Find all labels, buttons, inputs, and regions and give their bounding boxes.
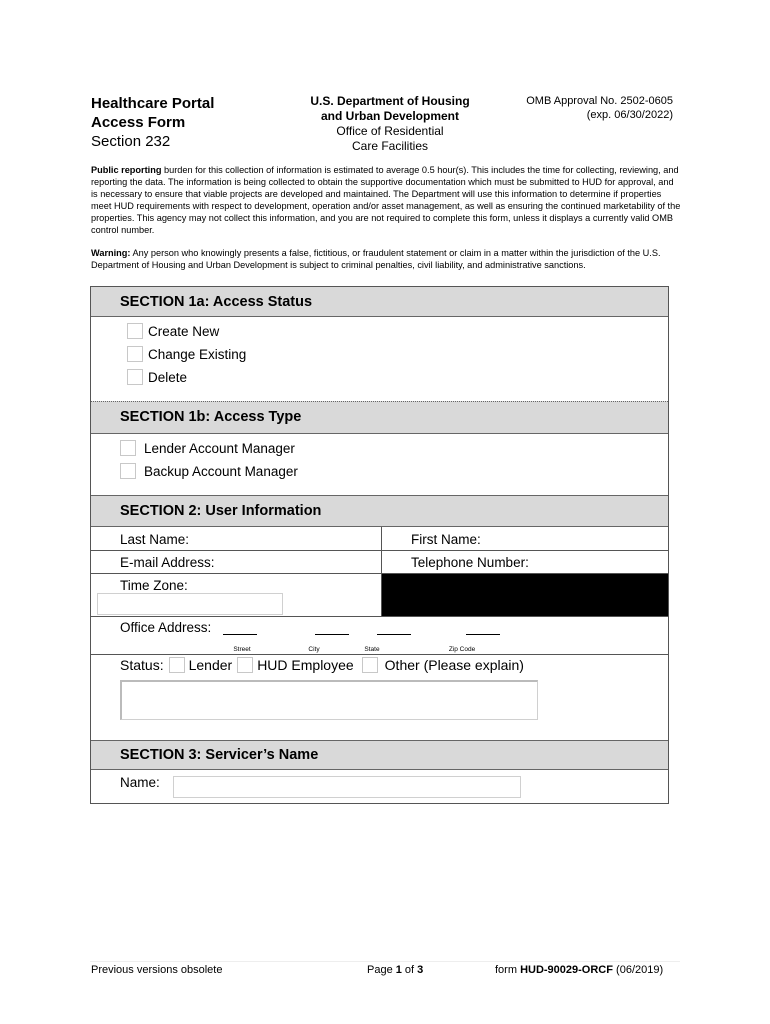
change-existing-label: Change Existing: [148, 346, 247, 362]
email-label: E-mail Address:: [120, 555, 215, 570]
office-name-line2: Care Facilities: [351, 139, 429, 153]
page-prefix: Page: [367, 964, 396, 976]
section-3-header: SECTION 3: Servicer’s Name: [91, 740, 668, 770]
option-delete[interactable]: [127, 369, 187, 385]
form-title-line2: Access Form: [91, 114, 186, 131]
omb-expiration: (exp. 06/30/2022): [586, 109, 673, 121]
public-reporting-label: Public reporting: [91, 165, 162, 175]
page-of: of: [401, 964, 418, 976]
delete-label: Delete: [148, 369, 188, 385]
form-section-number: Section 232: [91, 133, 171, 150]
form-prefix: form: [495, 964, 521, 976]
form-id: HUD-90029-ORCF: [520, 964, 613, 976]
change-existing-checkbox[interactable]: [127, 346, 143, 362]
page-current: 1: [395, 964, 402, 976]
state-caption: State: [364, 646, 380, 653]
section-2-header: SECTION 2: User Information: [91, 495, 668, 527]
status-explain-textarea[interactable]: [120, 680, 538, 720]
telephone-label: Telephone Number:: [411, 555, 529, 570]
form-title-block: [91, 94, 271, 151]
time-zone-label: Time Zone:: [120, 578, 188, 593]
option-create-new[interactable]: [127, 323, 219, 339]
status-label: Status:: [120, 657, 164, 673]
form-title-line1: Healthcare Portal: [91, 95, 215, 112]
delete-checkbox[interactable]: [127, 369, 143, 385]
row-divider: [91, 654, 668, 655]
city-caption: City: [308, 646, 320, 653]
omb-approval-block: [500, 94, 673, 122]
backup-account-manager-label: Backup Account Manager: [144, 463, 298, 479]
status-hud-employee-label: HUD Employee: [257, 657, 354, 673]
city-underline[interactable]: [315, 634, 349, 635]
status-other-label: Other (Please explain): [384, 657, 524, 673]
status-other-checkbox[interactable]: [362, 657, 378, 673]
warning-notice: [91, 247, 681, 271]
public-reporting-text: burden for this collection of information is estimated to average 0.5 hour(s). This includes the time for collecting, reviewing, and reporting the data. The information is being collected to obtain the supportive documentation which must be submitted to HUD for approval, and is necessary to ensure that viable projects are developed and maintained. The Department will use this information to determine if properties meet HUD requirements with respect to development, operation and/or asset management, as well as ensuring the continued marketability of the properties. This agency may not collect this information, and you are not required to complete this form, unless it displays a currently valid OMB control number.: [91, 165, 681, 235]
row-divider: [91, 616, 668, 617]
public-reporting-notice: [91, 164, 681, 236]
section-1b-header: SECTION 1b: Access Type: [91, 401, 668, 434]
last-name-label: Last Name:: [120, 532, 190, 547]
option-lender-account-manager[interactable]: [120, 440, 295, 456]
create-new-label: Create New: [148, 323, 220, 339]
lender-account-manager-label: Lender Account Manager: [144, 440, 295, 456]
access-form: [90, 286, 669, 804]
option-backup-account-manager[interactable]: [120, 463, 298, 479]
first-name-label: First Name:: [411, 532, 481, 547]
page-total: 3: [417, 964, 424, 976]
create-new-checkbox[interactable]: [127, 323, 143, 339]
option-change-existing[interactable]: [127, 346, 246, 362]
warning-label: Warning:: [91, 248, 131, 258]
status-hud-employee-checkbox[interactable]: [237, 657, 253, 673]
omb-approval-number: OMB Approval No. 2502-0605: [526, 95, 673, 107]
servicer-name-input[interactable]: [173, 776, 521, 798]
zip-underline[interactable]: [466, 634, 500, 635]
agency-name-line2: and Urban Development: [320, 109, 460, 123]
form-identifier: [495, 964, 663, 976]
warning-text: Any person who knowingly presents a false, fictitious, or fraudulent statement or claim in a matter within the jurisdiction of the U.S. Department of Housing and Urban Development is subject to criminal penalties, civil liability, and administrative sanctions.: [91, 248, 661, 270]
street-caption: Street: [233, 646, 251, 653]
backup-account-manager-checkbox[interactable]: [120, 463, 136, 479]
form-date: (06/2019): [612, 964, 664, 976]
row-divider: [91, 550, 668, 551]
office-address-label: Office Address:: [120, 620, 212, 635]
footer-rule: [90, 961, 680, 962]
state-underline[interactable]: [377, 634, 411, 635]
agency-name-line1: U.S. Department of Housing: [310, 94, 470, 108]
office-name-line1: Office of Residential: [336, 124, 444, 138]
status-lender-checkbox[interactable]: [169, 657, 185, 673]
servicer-name-label: Name:: [120, 775, 160, 790]
page-number: [367, 964, 423, 976]
status-row: [120, 657, 524, 673]
lender-account-manager-checkbox[interactable]: [120, 440, 136, 456]
footer-obsolete-note: Previous versions obsolete: [91, 964, 223, 976]
section-1a-header: SECTION 1a: Access Status: [91, 287, 668, 317]
agency-block: [300, 94, 480, 154]
status-lender-label: Lender: [188, 657, 233, 673]
time-zone-input[interactable]: [97, 593, 283, 615]
redacted-area: [382, 574, 668, 616]
zip-caption: Zip Code: [448, 646, 476, 653]
street-underline[interactable]: [223, 634, 257, 635]
